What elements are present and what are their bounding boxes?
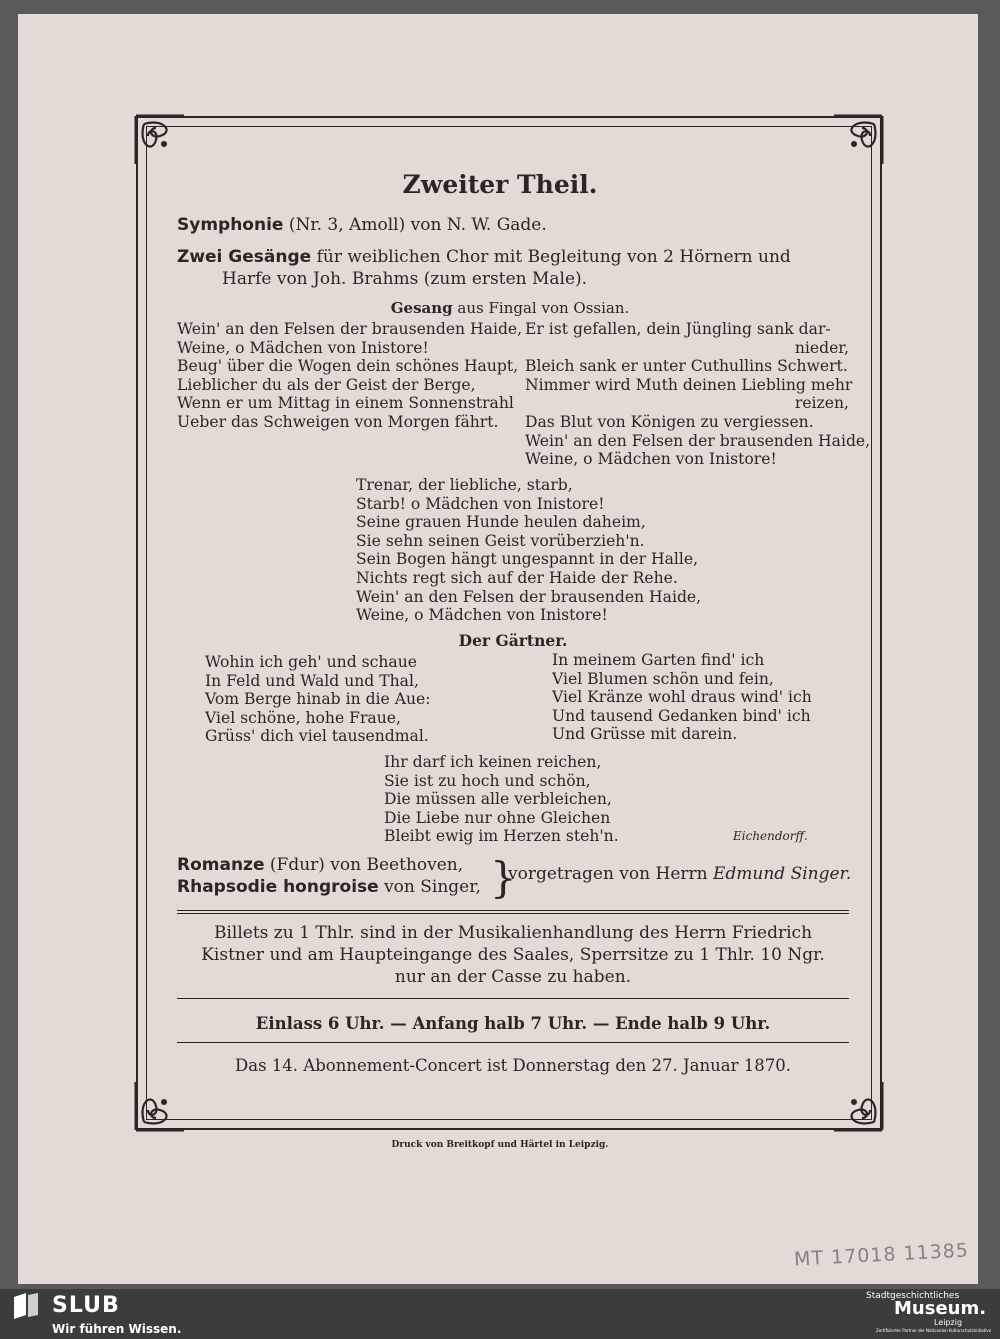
symphonie-line (177, 216, 547, 235)
poem-line: In Feld und Wald und Thal, (205, 671, 419, 690)
poem-line: Und Grüsse mit darein. (552, 725, 738, 744)
poem-line: Vom Berge hinab in die Aue: (205, 690, 431, 709)
poem-line: Weine, o Mädchen von Inistore! (177, 338, 429, 357)
poem-line: In meinem Garten find' ich (552, 651, 765, 669)
divider (177, 913, 849, 914)
museum-city: Leipzig (934, 1318, 963, 1327)
poem-line: Grüss' dich viel tausendmal. (205, 727, 429, 746)
poem-line: Sie sehn seinen Geist vorüberzieh'n. (356, 531, 645, 550)
poem-line: nieder, (794, 338, 849, 357)
poem-line: Nimmer wird Muth deinen Liebling mehr (525, 375, 853, 394)
divider (177, 1042, 849, 1043)
corner-ornament-icon (832, 114, 884, 166)
rhapsodie-label: Rhapsodie hongroise (177, 877, 379, 897)
poem-line: Und tausend Gedanken bind' ich (552, 706, 811, 725)
corner-ornament-icon (832, 1080, 884, 1132)
museum-small: Stadtgeschichtliches (866, 1291, 960, 1301)
poem-line: Die müssen alle verbleichen, (384, 790, 612, 809)
performer-name: Edmund Singer. (712, 864, 852, 884)
vorgetragen-line (508, 864, 851, 884)
gaertner-heading: Der Gärtner. (458, 631, 568, 650)
poem-line: Wein' an den Felsen der brausenden Haide, (356, 587, 702, 606)
gaertner-center-column (384, 753, 619, 846)
romanze-line (177, 855, 463, 875)
poem-line: Sie ist zu hoch und schön, (384, 771, 591, 790)
gesaenge-text-1: für weiblichen Chor mit Begleitung von 2 Hörnern und (316, 247, 791, 267)
billets-paragraph (177, 922, 849, 988)
rhapsodie-line (177, 877, 481, 897)
gesang-center-column (356, 476, 701, 625)
next-concert: Das 14. Abonnement-Concert ist Donnerstag den 27. Januar 1870. (235, 1056, 791, 1075)
poem-line: Seine grauen Hunde heulen daheim, (356, 513, 646, 532)
poem-line: Beug' über die Wogen dein schönes Haupt, (177, 357, 519, 376)
poem-line: Viel Kränze wohl draus wind' ich (552, 688, 812, 707)
poem-line: Bleich sank er unter Cuthullins Schwert. (525, 357, 848, 376)
gesang-heading-bold: Gesang (390, 299, 453, 317)
page-title: Zweiter Theil. (402, 170, 598, 199)
slub-logo-text: SLUB (52, 1293, 120, 1318)
billets-line: Kistner und am Haupteingange des Saales, Sperrsitze zu 1 Thlr. 10 Ngr. (201, 945, 825, 965)
poem-line: Wein' an den Felsen der brausenden Haide, (177, 320, 523, 338)
poem-line: Sein Bogen hängt ungespannt in der Halle, (356, 550, 699, 569)
poem-line: Weine, o Mädchen von Inistore! (525, 450, 777, 469)
printer-note: Druck von Breitkopf und Härtel in Leipzig. (391, 1140, 609, 1150)
romanze-text: (Fdur) von Beethoven, (269, 855, 464, 875)
symphonie-label: Symphonie (177, 215, 284, 235)
gaertner-right-column (552, 651, 812, 744)
poem-line: Viel schöne, hohe Fraue, (205, 708, 401, 727)
poem-line: Wein' an den Felsen der brausenden Haide, (525, 431, 871, 450)
gaertner-left-column (205, 653, 431, 746)
corner-ornament-icon (134, 1080, 186, 1132)
shelfmark: MT 17018 11385 (793, 1239, 970, 1271)
billets-line: Billets zu 1 Thlr. sind in der Musikalienhandlung des Herrn Friedrich (213, 923, 813, 943)
romanze-label: Romanze (177, 855, 265, 875)
gesaenge-line-2: Harfe von Joh. Brahms (zum ersten Male). (222, 269, 588, 289)
gesang-right-column (525, 320, 871, 469)
footer-bar (0, 1289, 1000, 1339)
gesang-heading (0, 299, 1000, 317)
slub-logo-icon (12, 1293, 40, 1319)
poem-line: Lieblicher du als der Geist der Berge, (177, 375, 476, 394)
rhapsodie-text: von Singer, (384, 877, 481, 897)
slub-tagline: Wir führen Wissen. (52, 1322, 182, 1336)
billets-line: nur an der Casse zu haben. (394, 967, 632, 987)
gesang-left-column (177, 320, 522, 432)
poem-line: Nichts regt sich auf der Haide der Rehe. (356, 568, 678, 587)
corner-ornament-icon (134, 114, 186, 166)
poem-line: Wenn er um Mittag in einem Sonnenstrahl (177, 394, 514, 413)
poem-line: Ueber das Schweigen von Morgen fährt. (177, 412, 499, 431)
poem-line: Er ist gefallen, dein Jüngling sank dar- (525, 320, 831, 338)
poem-line: reizen, (794, 394, 849, 413)
poem-line: Die Liebe nur ohne Gleichen (384, 808, 611, 827)
divider (177, 998, 849, 999)
brace-icon: } (490, 853, 517, 902)
concert-times: Einlass 6 Uhr. — Anfang halb 7 Uhr. — Ende halb 9 Uhr. (255, 1014, 771, 1033)
gesaenge-label: Zwei Gesänge (177, 247, 312, 267)
museum-name: Museum. (894, 1298, 987, 1319)
poem-author: Eichendorff. (733, 829, 808, 843)
poem-line: Weine, o Mädchen von Inistore! (356, 606, 608, 625)
museum-note: Zertifizierter Partner der Nationalen Kulturschutzinitiative (876, 1328, 992, 1333)
poem-line: Wohin ich geh' und schaue (205, 653, 417, 671)
gesang-heading-rest: aus Fingal von Ossian. (457, 299, 630, 317)
poem-line: Bleibt ewig im Herzen steh'n. (384, 827, 619, 846)
symphonie-text: (Nr. 3, Amoll) von N. W. Gade. (288, 215, 547, 235)
poem-line: Das Blut von Königen zu vergiessen. (525, 412, 814, 431)
vorgetragen-text: vorgetragen von Herrn (508, 864, 708, 884)
poem-line: Ihr darf ich keinen reichen, (384, 753, 602, 771)
poem-line: Viel Blumen schön und fein, (552, 669, 774, 688)
poem-line: Trenar, der liebliche, starb, (356, 476, 573, 494)
poem-line: Starb! o Mädchen von Inistore! (356, 494, 605, 513)
gesaenge-line-1 (177, 248, 791, 267)
divider (177, 910, 849, 911)
